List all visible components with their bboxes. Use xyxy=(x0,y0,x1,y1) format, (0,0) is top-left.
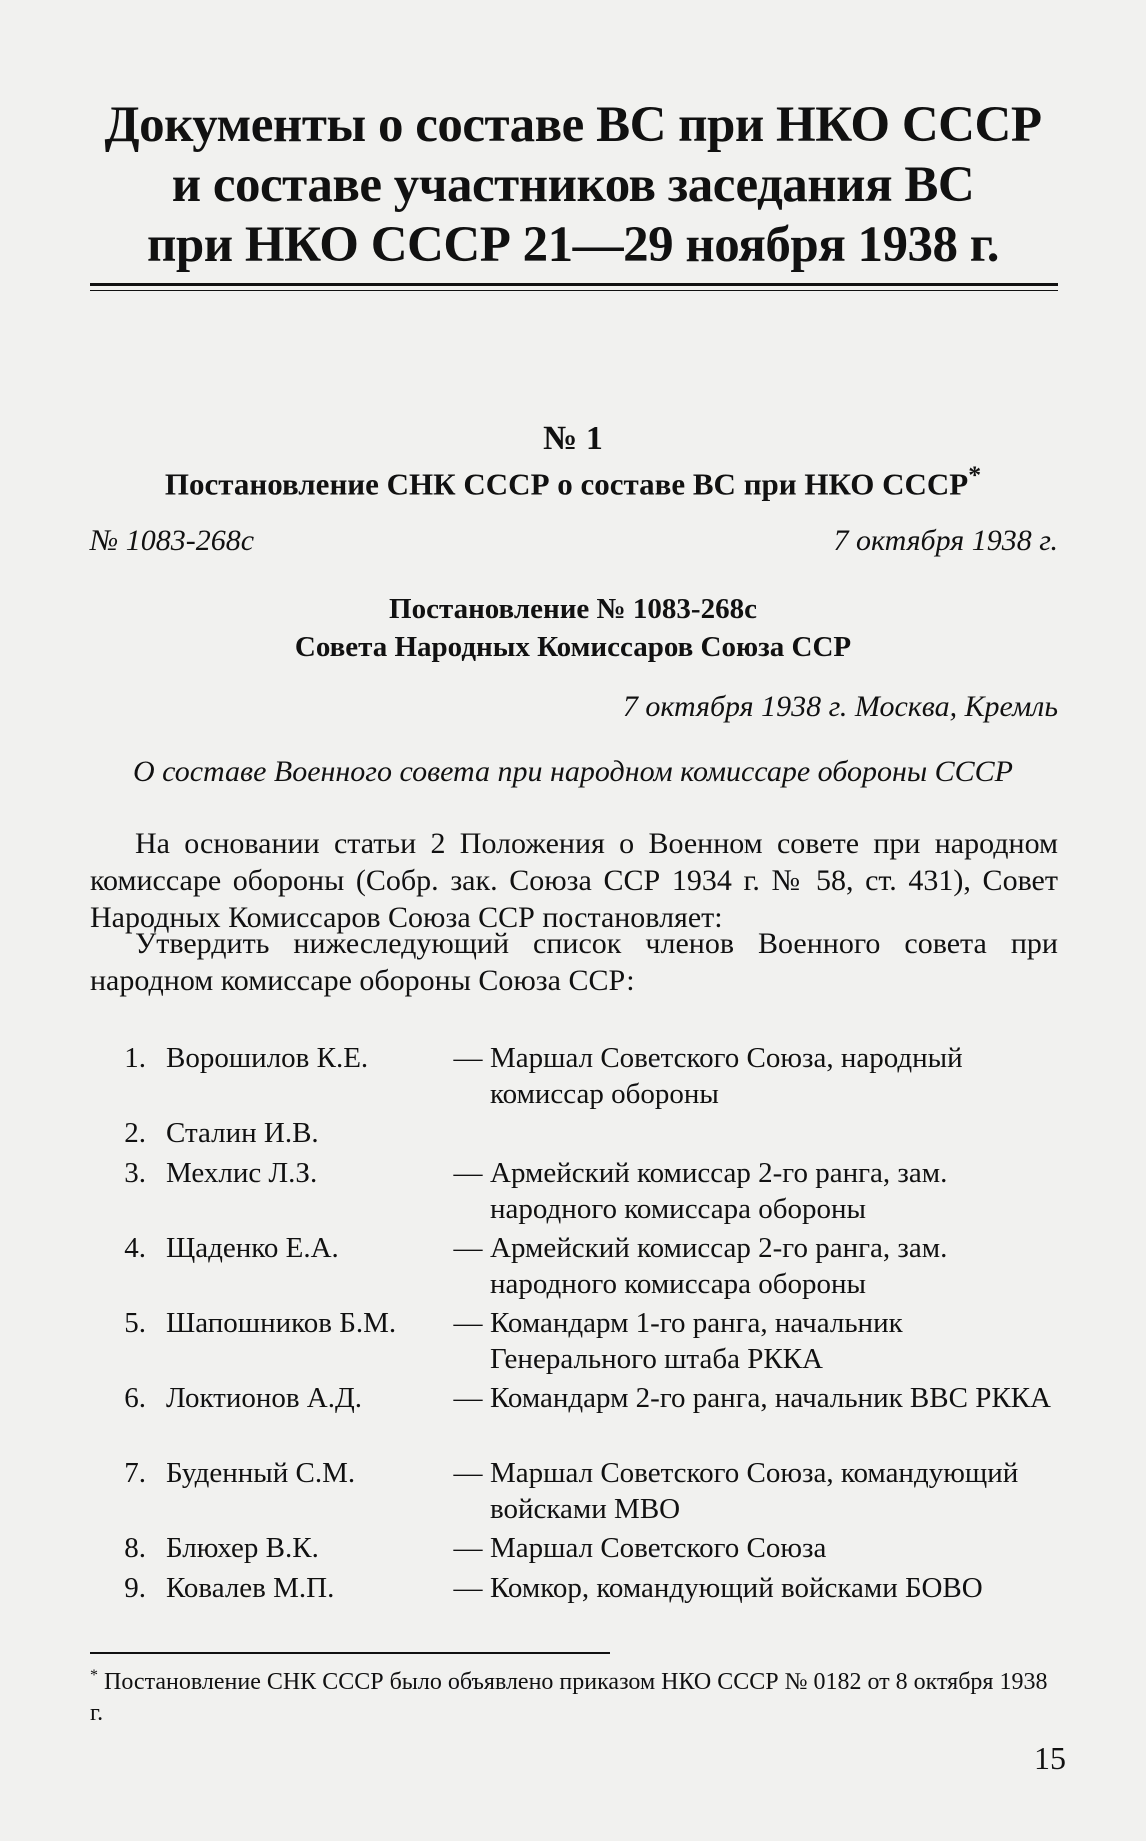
document-title xyxy=(90,460,1056,502)
member-number: 5. xyxy=(124,1307,146,1339)
member-position: Маршал Советского Союза xyxy=(490,1532,827,1564)
member-number: 1. xyxy=(124,1042,146,1074)
member-number: 9. xyxy=(124,1572,146,1604)
member-dash: — xyxy=(453,1157,483,1189)
document-date: 7 октября 1938 г. xyxy=(833,524,1058,557)
decree-subject: О составе Военного совета при народном комиссаре обороны СССР xyxy=(132,755,1014,788)
member-row xyxy=(90,1115,1058,1151)
paragraph-resolution: Утвердить нижеследующий список членов Военного совета при народном комиссаре обороны Союза ССР: xyxy=(90,927,1058,997)
member-name: Шапошников Б.М. xyxy=(166,1307,397,1339)
member-dash: — xyxy=(453,1382,483,1414)
document-title-text: Постановление СНК СССР о составе ВС при НКО СССР xyxy=(164,466,969,502)
decree-title-line1: Постановление № 1083-268с xyxy=(389,593,757,625)
member-dash: — xyxy=(453,1307,483,1339)
section-heading-line3: при НКО СССР 21—29 ноября 1938 г. xyxy=(147,217,999,273)
member-row xyxy=(90,1570,1058,1606)
member-dash: — xyxy=(453,1232,483,1264)
member-row xyxy=(90,1305,1058,1377)
member-name: Блюхер В.К. xyxy=(166,1532,319,1564)
member-position: Маршал Советского Союза, командующий войсками МВО xyxy=(490,1457,1019,1525)
member-name: Мехлис Л.З. xyxy=(166,1157,318,1189)
decree-title-line2: Совета Народных Комиссаров Союза ССР xyxy=(294,631,852,663)
paragraph-preamble: На основании статьи 2 Положения о Военном совете при народном комиссаре обороны (Собр. зак. Союза ССР 1934 г. № 58, ст. 431), Совет Народных Комиссаров Союза ССР постановляет: xyxy=(90,827,1058,934)
member-name: Локтионов А.Д. xyxy=(166,1382,363,1414)
footnote-marker: * xyxy=(968,460,982,489)
member-name: Сталин И.В. xyxy=(166,1117,319,1149)
member-number: 7. xyxy=(124,1457,146,1489)
member-row xyxy=(90,1380,1058,1416)
member-number: 4. xyxy=(124,1232,146,1264)
member-position: Армейский комиссар 2-го ранга, зам. народного комиссара обороны xyxy=(490,1232,948,1300)
heading-rule-top xyxy=(90,283,1058,286)
member-row xyxy=(90,1230,1058,1302)
member-dash xyxy=(446,1115,490,1151)
section-heading-line1: Документы о составе ВС при НКО СССР xyxy=(104,97,1042,153)
member-position: Командарм 1-го ранга, начальник Генерального штаба РККА xyxy=(490,1307,903,1375)
member-position: Маршал Советского Союза, народный комиссар обороны xyxy=(490,1042,963,1110)
member-dash: — xyxy=(453,1572,483,1604)
member-number: 8. xyxy=(124,1532,146,1564)
member-name: Щаденко Е.А. xyxy=(166,1232,339,1264)
registration-number: № 1083-268с xyxy=(90,524,255,557)
member-row xyxy=(90,1040,1058,1112)
member-name: Ворошилов К.Е. xyxy=(166,1042,369,1074)
member-position: Командарм 2-го ранга, начальник ВВС РККА xyxy=(490,1382,1051,1414)
member-position: Комкор, командующий войсками БОВО xyxy=(490,1572,983,1604)
member-row xyxy=(90,1155,1058,1227)
member-position: Армейский комиссар 2-го ранга, зам. народного комиссара обороны xyxy=(490,1157,948,1225)
member-position xyxy=(490,1115,1058,1151)
member-dash: — xyxy=(453,1532,483,1564)
footnote-rule xyxy=(90,1652,610,1654)
member-number: 3. xyxy=(124,1157,146,1189)
document-number: № 1 xyxy=(543,420,603,457)
footnote-mark: * xyxy=(90,1667,98,1684)
section-heading xyxy=(90,95,1056,275)
section-heading-line2: и составе участников заседания ВС xyxy=(171,157,975,213)
footnote-text: Постановление СНК СССР было объявлено приказом НКО СССР № 0182 от 8 октября 1938 г. xyxy=(90,1669,1048,1726)
member-name: Буденный С.М. xyxy=(166,1457,356,1489)
decree-title xyxy=(90,590,1056,666)
member-number: 2. xyxy=(124,1117,146,1149)
member-dash: — xyxy=(453,1042,483,1074)
member-row xyxy=(90,1455,1058,1527)
footnote xyxy=(90,1660,1058,1729)
heading-rule-bottom xyxy=(90,290,1058,291)
member-row xyxy=(90,1530,1058,1566)
member-name: Ковалев М.П. xyxy=(166,1572,335,1604)
page-number: 15 xyxy=(1034,1740,1066,1776)
date-place: 7 октября 1938 г. Москва, Кремль xyxy=(622,690,1058,723)
member-number: 6. xyxy=(124,1382,146,1414)
member-dash: — xyxy=(453,1457,483,1489)
